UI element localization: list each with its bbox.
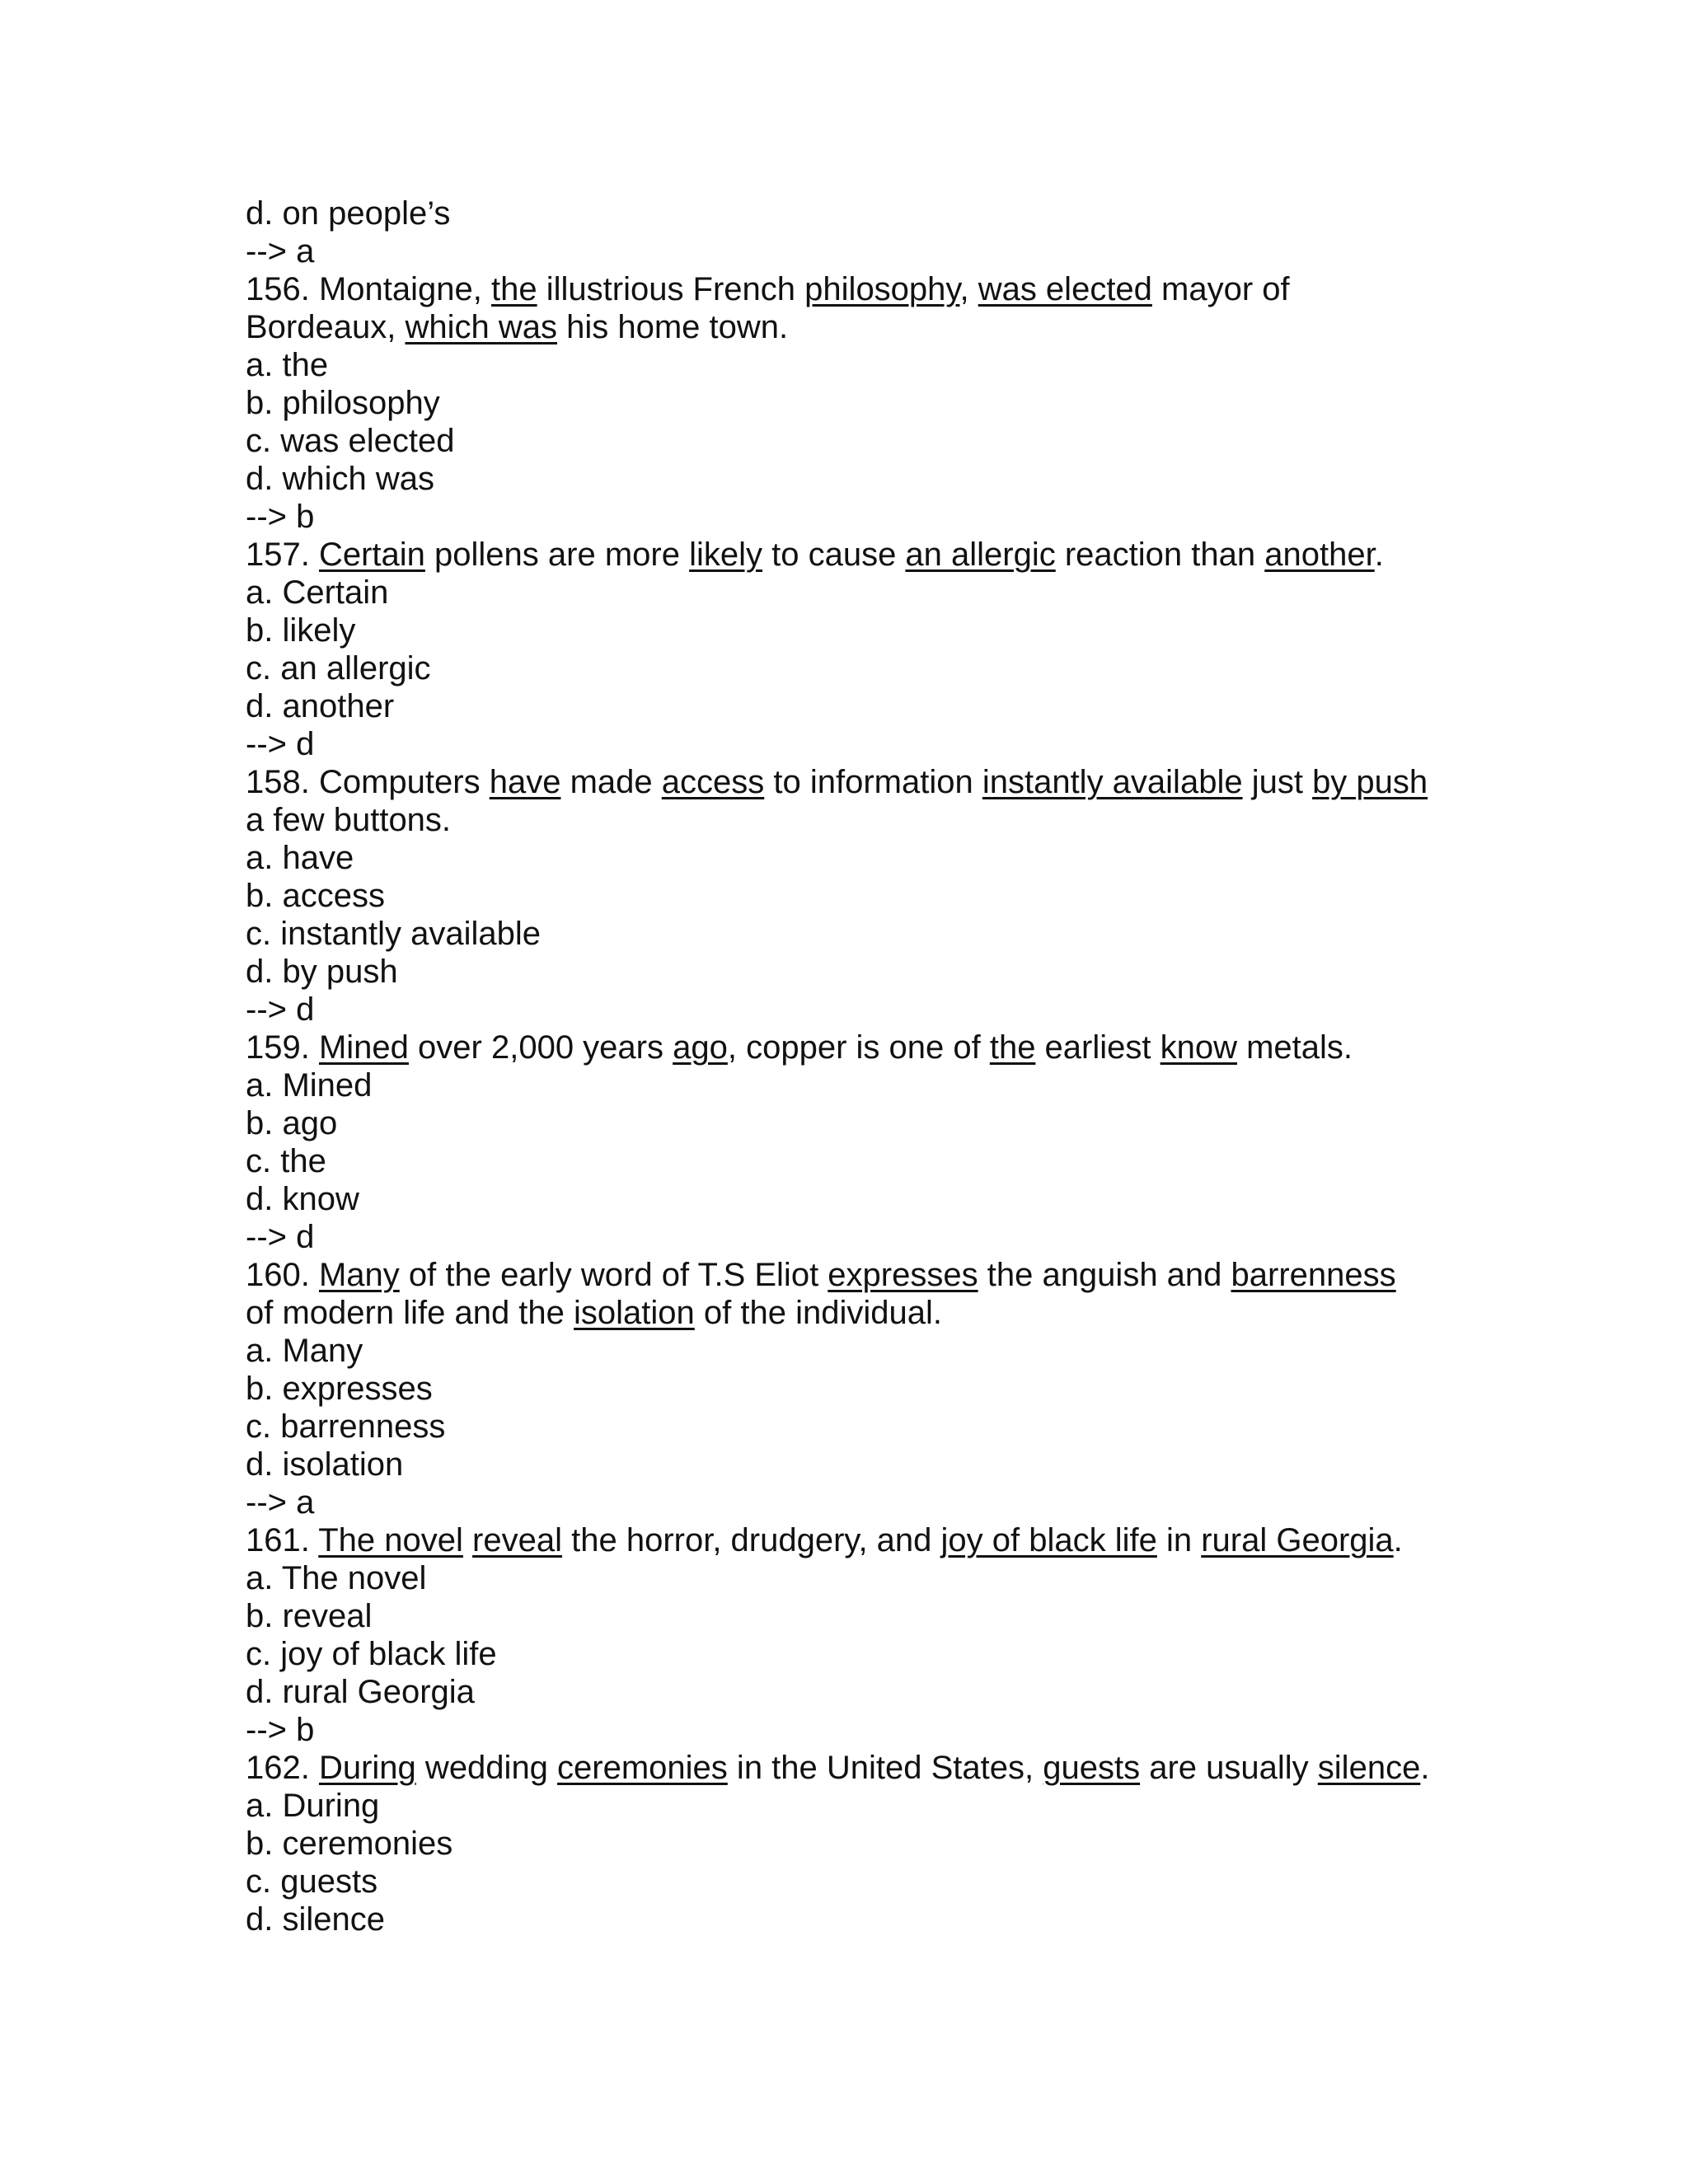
text-line [246,839,1449,877]
text-segment: b. expresses [246,1371,433,1407]
text-line [246,536,1449,574]
text-segment: d. which was [246,461,434,497]
text-segment: --> d [246,726,315,762]
text-line [246,1863,1449,1900]
text-line [246,877,1449,915]
underlined-phrase: know [1160,1029,1237,1066]
text-segment: --> d [246,991,315,1028]
text-line [246,687,1449,725]
underlined-phrase: the [491,271,537,307]
document-page [246,194,1449,1938]
text-line [246,1029,1449,1066]
text-segment: 157. [246,537,319,573]
underlined-phrase: an allergic [905,537,1056,573]
text-line [246,763,1449,801]
text-segment: --> a [246,233,315,269]
text-line [246,194,1449,232]
text-line [246,1218,1449,1256]
text-segment: , [959,271,978,307]
text-line [246,1597,1449,1635]
text-segment: c. guests [246,1863,378,1900]
text-segment: a. The novel [246,1560,427,1596]
text-line [246,1900,1449,1938]
text-segment: in [1156,1522,1202,1558]
text-segment: . [1374,537,1384,573]
text-line [246,1370,1449,1408]
underlined-phrase: isolation [574,1295,695,1331]
text-segment: --> b [246,499,315,535]
text-segment: a few buttons. [246,802,452,838]
text-segment: a. Mined [246,1067,373,1104]
text-line [246,1521,1449,1559]
text-segment: to information [764,764,982,800]
underlined-phrase: During [318,1750,416,1786]
text-segment: to cause [762,537,906,573]
underlined-phrase: reveal [472,1522,562,1558]
text-line [246,1711,1449,1749]
underlined-phrase: barrenness [1231,1257,1396,1293]
text-segment: --> b [246,1712,315,1748]
underlined-phrase: by push [1312,764,1428,800]
text-segment: d. isolation [246,1446,404,1483]
text-segment: over 2,000 years [408,1029,673,1066]
text-segment: earliest [1035,1029,1160,1066]
text-line [246,649,1449,687]
underlined-phrase: access [661,764,765,800]
underlined-phrase: Many [318,1257,400,1293]
underlined-phrase: which was [405,309,557,345]
text-line [246,991,1449,1029]
text-line [246,1446,1449,1483]
text-line [246,1142,1449,1180]
text-line [246,725,1449,763]
text-segment: of modern life and the [246,1295,574,1331]
text-line [246,801,1449,839]
text-segment: d. know [246,1181,359,1217]
text-segment: made [560,764,662,800]
underlined-phrase: Mined [318,1029,409,1066]
text-line [246,1559,1449,1597]
underlined-phrase: was elected [978,271,1152,307]
text-segment: 159. [246,1029,319,1066]
text-line [246,308,1449,346]
text-segment: 162. [246,1750,319,1786]
text-line [246,612,1449,649]
text-segment: d. silence [246,1901,385,1938]
text-segment: a. Certain [246,574,389,611]
text-segment: . [1393,1522,1403,1558]
text-segment: c. barrenness [246,1408,446,1445]
text-segment: a. have [246,840,354,876]
text-segment: mayor of [1151,271,1290,307]
text-segment: the anguish and [978,1257,1231,1293]
text-segment: c. joy of black life [246,1636,497,1672]
text-line [246,1749,1449,1787]
text-segment: c. the [246,1143,326,1179]
text-segment: b. likely [246,612,356,649]
text-segment: illustrious French [537,271,805,307]
underlined-phrase: Certain [318,537,425,573]
text-segment [463,1522,472,1558]
text-segment: a. Many [246,1333,363,1369]
underlined-phrase: the [989,1029,1036,1066]
text-line [246,422,1449,460]
text-segment: d. another [246,688,395,724]
text-line [246,1256,1449,1294]
text-segment: 158. Computers [246,764,490,800]
underlined-phrase: philosophy [804,271,960,307]
text-line [246,346,1449,384]
underlined-phrase: The novel [318,1522,463,1558]
text-segment: a. the [246,347,329,383]
text-segment: c. instantly available [246,916,541,952]
text-segment: 156. Montaigne, [246,271,491,307]
text-segment: --> d [246,1219,315,1255]
text-line [246,1825,1449,1863]
text-line [246,1635,1449,1673]
text-segment: in the United States, [727,1750,1043,1786]
text-segment: pollens are more [424,537,690,573]
underlined-phrase: another [1264,537,1375,573]
text-segment: are usually [1140,1750,1318,1786]
text-segment: b. philosophy [246,385,440,421]
text-segment: reaction than [1055,537,1265,573]
text-segment: wedding [415,1750,558,1786]
text-segment: of the early word of T.S Eliot [399,1257,828,1293]
text-segment: b. ago [246,1105,338,1141]
text-segment: . [1420,1750,1430,1786]
text-line [246,915,1449,953]
underlined-phrase: ceremonies [557,1750,728,1786]
text-segment: d. on people’s [246,195,451,232]
text-segment: just [1242,764,1313,800]
text-line [246,498,1449,536]
text-segment: b. ceremonies [246,1825,453,1862]
underlined-phrase: likely [689,537,762,573]
text-line [246,1180,1449,1218]
underlined-phrase: expresses [828,1257,978,1293]
text-segment: 161. [246,1522,319,1558]
text-line [246,574,1449,612]
text-line [246,1673,1449,1711]
underlined-phrase: joy of black life [940,1522,1157,1558]
underlined-phrase: have [489,764,561,800]
text-segment: d. by push [246,954,398,990]
text-line [246,953,1449,991]
text-segment: Bordeaux, [246,309,406,345]
text-segment: the horror, drudgery, and [562,1522,941,1558]
text-line [246,1483,1449,1521]
text-line [246,1294,1449,1332]
underlined-phrase: guests [1043,1750,1141,1786]
text-segment: b. reveal [246,1598,373,1634]
text-segment: , copper is one of [727,1029,990,1066]
underlined-phrase: rural Georgia [1201,1522,1394,1558]
text-segment: d. rural Georgia [246,1674,475,1710]
text-segment: 160. [246,1257,319,1293]
text-line [246,384,1449,422]
underlined-phrase: ago [673,1029,728,1066]
text-line [246,232,1449,270]
text-segment: of the individual. [694,1295,942,1331]
text-line [246,1787,1449,1825]
text-segment: c. was elected [246,423,455,459]
text-line [246,1408,1449,1446]
underlined-phrase: instantly available [982,764,1243,800]
text-segment: --> a [246,1484,315,1521]
underlined-phrase: silence [1317,1750,1421,1786]
text-line [246,460,1449,498]
text-line [246,270,1449,308]
text-segment: b. access [246,878,385,914]
text-segment: c. an allergic [246,650,431,687]
text-line [246,1066,1449,1104]
text-segment: his home town. [556,309,789,345]
text-segment: metals. [1237,1029,1353,1066]
text-segment: a. During [246,1788,380,1824]
text-line [246,1332,1449,1370]
text-line [246,1104,1449,1142]
